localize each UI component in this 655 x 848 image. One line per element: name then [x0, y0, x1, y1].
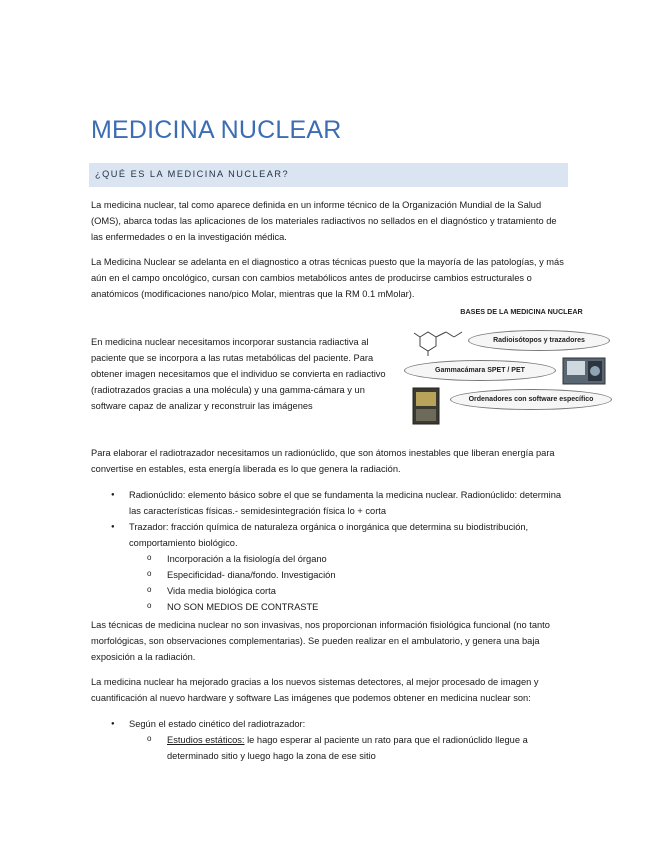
list-image-types: [91, 716, 571, 764]
paragraph-improvements: La medicina nuclear ha mejorado gracias a los nuevos sistemas detectores, al mejor procesado de imagen y cuantificación al nuevo hardware y software Las imágenes que podemos obtener en medicina nuclear son:: [91, 677, 539, 703]
section-heading-bar: [89, 163, 568, 187]
diagram-item-software: Ordenadores con software específico: [450, 389, 612, 410]
list-components: [91, 487, 571, 615]
computer-icon: [412, 387, 440, 425]
diagram-title: BASES DE LA MEDICINA NUCLEAR: [460, 307, 583, 316]
static-studies-label: Estudios estáticos:: [167, 735, 245, 745]
bases-diagram: [404, 301, 614, 429]
list-item-text: Trazador: fracción química de naturaleza orgánica o inorgánica que determina su biodistribución, comportamiento biológico.: [129, 522, 529, 548]
sublist-item: [129, 732, 571, 764]
paragraph-radiotracer: Para elaborar el radiotrazador necesitamos un radionúclido, que son átomos inestables que liberan energía para convertise en estables, esta energía liberada es lo que genera la radiación.: [91, 448, 555, 474]
paragraph-incorporation: En medicina nuclear necesitamos incorporar sustancia radiactiva al paciente que se incorpora a las rutas metabólicas del paciente. Para obtener imagen necesitamos que el individuo se convierta en radiactivo (radiotrazados gracias a una molécula) y una gamma-cámara y un software capaz de analizar y reconstruir las imágenes: [91, 337, 386, 411]
paragraph-diagnosis: La Medicina Nuclear se adelanta en el diagnostico a otras técnicas puesto que la mayoría de las patologías, y más aún en el campo oncológico, cursan con cambios metabólicos antes de producirse cambios estructurales o anatómicos (modificaciones nano/pico Molar, mientras que la RM 0.1 mMolar).: [91, 257, 564, 299]
sublist-kinetic: [129, 732, 571, 764]
sublist-item: o Incorporación a la fisiología del órgano: [129, 551, 571, 567]
document-title: MEDICINA NUCLEAR: [91, 116, 342, 144]
sublist-tracer: [129, 551, 571, 615]
list-item-text: Según el estado cinético del radiotrazador:: [129, 719, 306, 729]
section-heading: ¿QUÉ ES LA MEDICINA NUCLEAR?: [95, 169, 290, 179]
molecule-icon: [412, 323, 472, 357]
list-item: [91, 519, 571, 615]
gamma-camera-icon: [562, 357, 606, 385]
sublist-item: o Especificidad- diana/fondo. Investigación: [129, 567, 571, 583]
diagram-item-gammacamera: Gammacámara SPET / PET: [404, 360, 556, 381]
static-studies-text: le hago esperar al paciente un rato para que el radionúclido llegue a determinado sitio y luego hago la zona de ese sitio: [167, 735, 528, 761]
paragraph-noninvasive: Las técnicas de medicina nuclear no son invasivas, nos proporcionan información fisiológica funcional (no tanto morfológicas, son observaciones complementarias). Se pueden realizar en el ambulatorio, y genera una baja exposición a la radiación.: [91, 620, 550, 662]
sublist-item: o Vida media biológica corta: [129, 583, 571, 599]
diagram-item-radioisotopes: Radioisótopos y trazadores: [468, 330, 610, 351]
list-item: [91, 716, 571, 764]
list-item-text: Radionúclido: elemento básico sobre el que se fundamenta la medicina nuclear. Radionúclido: determina las características físicas.- semidesintegración física lo + corta: [129, 490, 562, 516]
paragraph-definition: La medicina nuclear, tal como aparece definida en un informe técnico de la Organización Mundial de la Salud (OMS), abarca todas las aplicaciones de los materiales radiactivos no sellados en el diagnóstico y tratamiento de las enfermedades o en la investigación médica.: [91, 200, 557, 242]
sublist-item: o NO SON MEDIOS DE CONTRASTE: [129, 599, 571, 615]
list-item: [91, 487, 571, 519]
